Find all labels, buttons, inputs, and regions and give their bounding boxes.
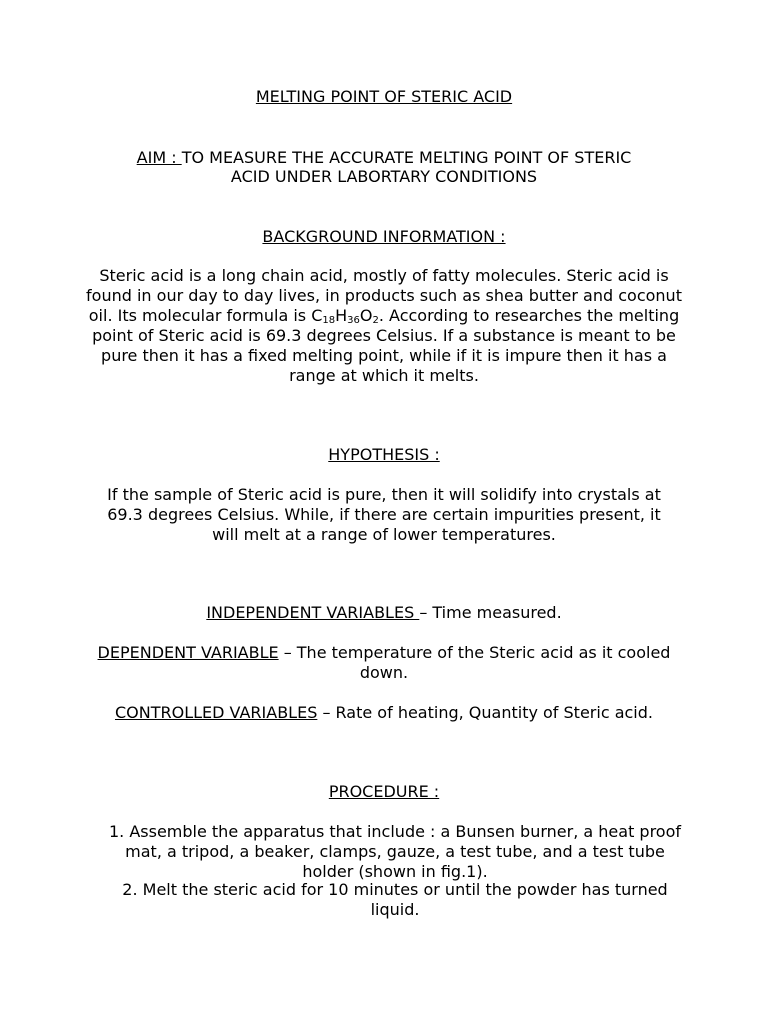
hypothesis-heading xyxy=(0,445,768,465)
independent-text: – Time measured. xyxy=(419,603,562,622)
background-paragraph xyxy=(80,266,688,386)
title-text: MELTING POINT OF STERIC ACID xyxy=(255,87,513,106)
background-heading-text: BACKGROUND INFORMATION : xyxy=(262,227,506,246)
formula-o: O xyxy=(359,306,373,325)
aim-line-2 xyxy=(0,167,768,187)
step-text-1: Assemble the apparatus that include : a Bunsen burner, a heat proof mat, a tripod, a beaker, clamps, gauze, a test tube, and a test tube holder (shown in fig.1). xyxy=(125,822,682,881)
formula-o-sub: 2 xyxy=(372,315,379,326)
aim-text-1: TO MEASURE THE ACCURATE MELTING POINT OF STERIC xyxy=(181,148,632,167)
procedure-heading xyxy=(0,782,768,802)
controlled-text: – Rate of heating, Quantity of Steric acid. xyxy=(317,703,653,722)
aim-line-1 xyxy=(0,148,768,168)
formula-h-sub: 36 xyxy=(347,315,360,326)
independent-label: INDEPENDENT VARIABLES xyxy=(206,603,420,622)
formula-h: H xyxy=(335,306,348,325)
procedure-heading-text: PROCEDURE : xyxy=(328,782,440,801)
dependent-text: – The temperature of the Steric acid as it cooled down. xyxy=(278,643,671,682)
aim-text-2: ACID UNDER LABORTARY CONDITIONS xyxy=(230,167,538,186)
controlled-variables xyxy=(80,703,688,723)
formula-end: . xyxy=(378,306,384,325)
formula-c: C xyxy=(311,306,323,325)
background-text-2: According to researches the melting point of Steric acid is 69.3 degrees Celsius. If a substance is meant to be pure then it has a fixed melting point, while if it is impure then it has a range at which it melts. xyxy=(92,306,680,385)
controlled-label: CONTROLLED VARIABLES xyxy=(114,703,318,722)
document-title xyxy=(0,87,768,107)
independent-variable xyxy=(0,603,768,623)
hypothesis-text: If the sample of Steric acid is pure, then it will solidify into crystals at 69.3 degrees Celsius. While, if there are certain impurities present, it will melt at a range of lower temperatures. xyxy=(107,485,661,544)
aim-label: AIM : xyxy=(136,148,182,167)
hypothesis-paragraph xyxy=(100,485,668,545)
formula-c-sub: 18 xyxy=(322,315,336,326)
background-heading xyxy=(0,227,768,247)
step-number-2: 2. xyxy=(122,880,143,899)
background-text-1: Steric acid is a long chain acid, mostly of fatty molecules. Steric acid is found in our day to day lives, in products such as shea butter and coconut oil. Its molecular formula is xyxy=(86,266,682,325)
step-text-2: Melt the steric acid for 10 minutes or until the powder has turned liquid. xyxy=(142,880,668,919)
step-number-1: 1. xyxy=(108,822,130,841)
dependent-label: DEPENDENT VARIABLE xyxy=(97,643,279,662)
dependent-variable xyxy=(80,643,688,683)
hypothesis-heading-text: HYPOTHESIS : xyxy=(328,445,440,464)
procedure-step-2 xyxy=(100,880,690,920)
procedure-step-1 xyxy=(100,822,690,882)
